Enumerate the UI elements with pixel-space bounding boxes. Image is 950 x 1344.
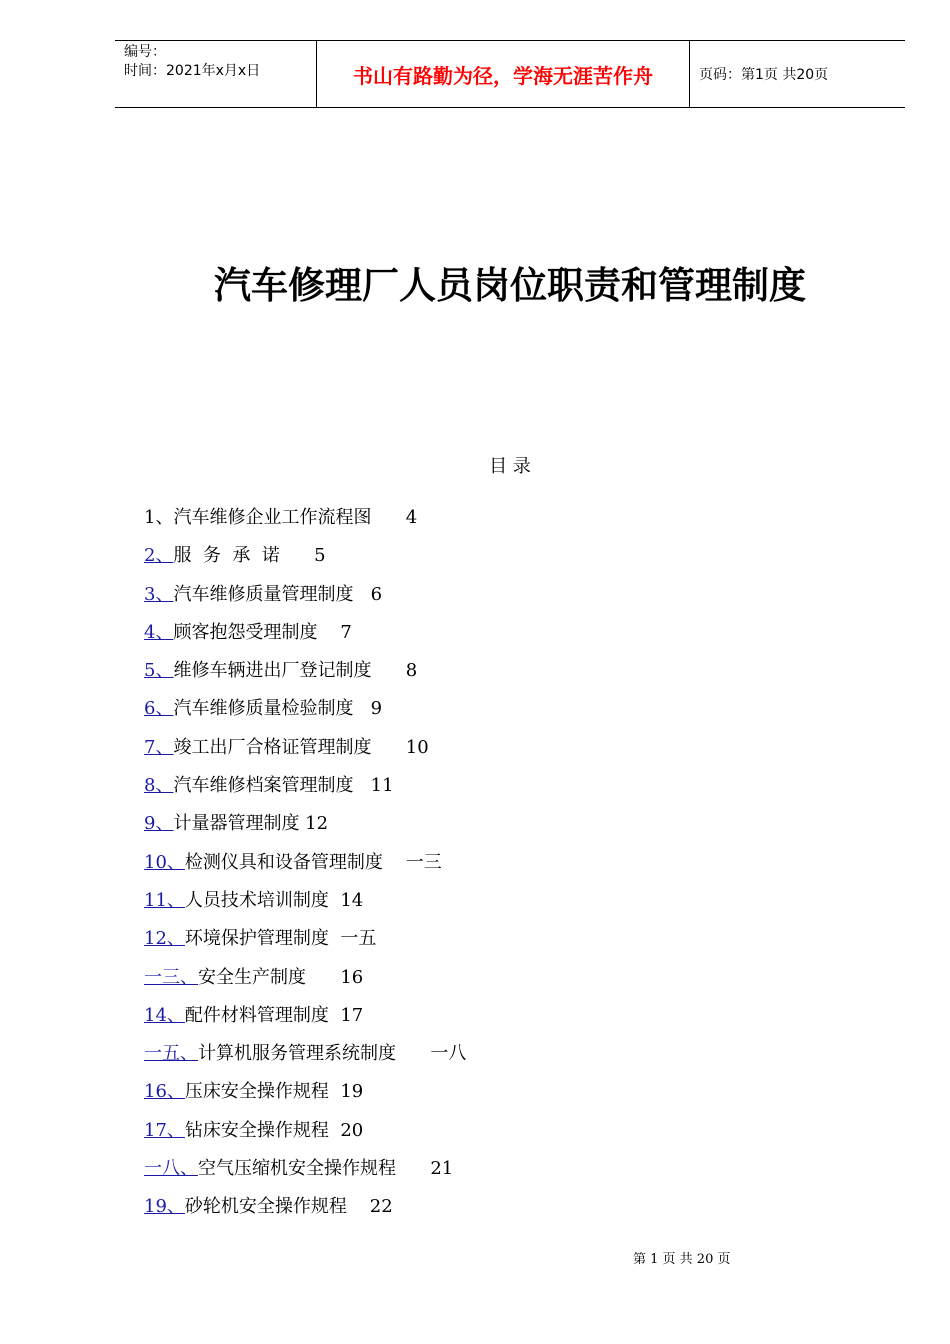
toc-item-text: 压床安全操作规程 19 bbox=[184, 1081, 364, 1103]
toc-item-text: 人员技术培训制度 14 bbox=[184, 889, 364, 911]
toc-item bbox=[144, 965, 744, 1003]
toc-item bbox=[144, 582, 744, 620]
toc-item-text: 汽车维修质量检验制度 9 bbox=[173, 698, 383, 720]
toc-item-text: 钻床安全操作规程 20 bbox=[184, 1119, 364, 1141]
toc-item-number-link[interactable]: 9、 bbox=[144, 813, 174, 835]
toc-item-number-link[interactable]: 7、 bbox=[144, 736, 174, 758]
toc-item-text: 服 务 承 诺 5 bbox=[173, 545, 326, 567]
toc-item-text: 安全生产制度 16 bbox=[198, 966, 364, 988]
document-number-label: 编号： bbox=[124, 44, 166, 60]
toc-item-number-link[interactable]: 16、 bbox=[144, 1081, 185, 1103]
toc-item bbox=[144, 620, 744, 658]
header-table bbox=[115, 40, 905, 108]
toc-item-text: 检测仪具和设备管理制度 一三 bbox=[184, 851, 442, 873]
toc-item-text: 计算机服务管理系统制度 一八 bbox=[198, 1043, 467, 1065]
toc-item bbox=[144, 1003, 744, 1041]
toc-item-number-link[interactable]: 8、 bbox=[144, 775, 174, 797]
toc-item-text: 环境保护管理制度 一五 bbox=[184, 928, 377, 950]
toc-item-number-link[interactable]: 4、 bbox=[144, 621, 174, 643]
toc-item bbox=[144, 811, 744, 849]
toc-item bbox=[144, 1156, 744, 1194]
toc-item bbox=[144, 1079, 744, 1117]
toc-item-number-link[interactable]: 12、 bbox=[144, 928, 185, 950]
toc-item-number-link[interactable]: 11、 bbox=[144, 889, 185, 911]
toc-item-number-link[interactable]: 2、 bbox=[144, 545, 174, 567]
toc-item-number-link[interactable]: 5、 bbox=[144, 660, 174, 682]
toc-item-text: 竣工出厂合格证管理制度 10 bbox=[173, 736, 429, 758]
toc-item-text: 汽车维修质量管理制度 6 bbox=[173, 583, 383, 605]
toc-heading: 目 录 bbox=[489, 456, 531, 477]
toc-item-text: 汽车维修企业工作流程图 4 bbox=[173, 507, 418, 528]
toc-item bbox=[144, 1194, 744, 1232]
toc-item-number-link[interactable]: 3、 bbox=[144, 583, 174, 605]
toc-item bbox=[144, 696, 744, 734]
toc-item-number-link: 1、 bbox=[144, 507, 174, 528]
toc-item bbox=[144, 735, 744, 773]
toc-item-text: 计量器管理制度 12 bbox=[173, 813, 329, 835]
toc-item-text: 配件材料管理制度 17 bbox=[184, 1004, 364, 1026]
toc-item bbox=[144, 1041, 744, 1079]
toc-item bbox=[144, 543, 744, 581]
toc-item-number-link[interactable]: 一八、 bbox=[144, 1158, 198, 1180]
toc-item-number-link[interactable]: 一三、 bbox=[144, 966, 198, 988]
toc-item bbox=[144, 888, 744, 926]
document-time-label: 时间：2021年x月x日 bbox=[124, 63, 261, 79]
toc-list bbox=[144, 505, 744, 1233]
toc-item bbox=[144, 850, 744, 888]
toc-item-text: 砂轮机安全操作规程 22 bbox=[184, 1196, 393, 1218]
toc-item bbox=[144, 658, 744, 696]
header-page-info: 页码：第1页 共20页 bbox=[699, 67, 829, 83]
page-footer: 第 1 页 共 20 页 bbox=[633, 1252, 731, 1267]
toc-item-text: 顾客抱怨受理制度 7 bbox=[173, 621, 352, 643]
toc-item-number-link[interactable]: 10、 bbox=[144, 851, 185, 873]
toc-item bbox=[144, 1118, 744, 1156]
toc-item-number-link[interactable]: 17、 bbox=[144, 1119, 185, 1141]
toc-item bbox=[144, 773, 744, 811]
toc-item-number-link[interactable]: 14、 bbox=[144, 1004, 185, 1026]
toc-item-text: 维修车辆进出厂登记制度 8 bbox=[173, 660, 418, 682]
toc-item bbox=[144, 505, 744, 543]
toc-item-number-link[interactable]: 一五、 bbox=[144, 1043, 198, 1065]
toc-item-text: 汽车维修档案管理制度 11 bbox=[173, 775, 394, 797]
toc-item-number-link[interactable]: 6、 bbox=[144, 698, 174, 720]
toc-item-text: 空气压缩机安全操作规程 21 bbox=[198, 1158, 454, 1180]
toc-item bbox=[144, 926, 744, 964]
document-title: 汽车修理厂人员岗位职责和管理制度 bbox=[214, 263, 806, 307]
toc-item-number-link[interactable]: 19、 bbox=[144, 1196, 185, 1218]
header-motto: 书山有路勤为径，学海无涯苦作舟 bbox=[316, 41, 690, 107]
header-meta-cell bbox=[115, 41, 316, 107]
